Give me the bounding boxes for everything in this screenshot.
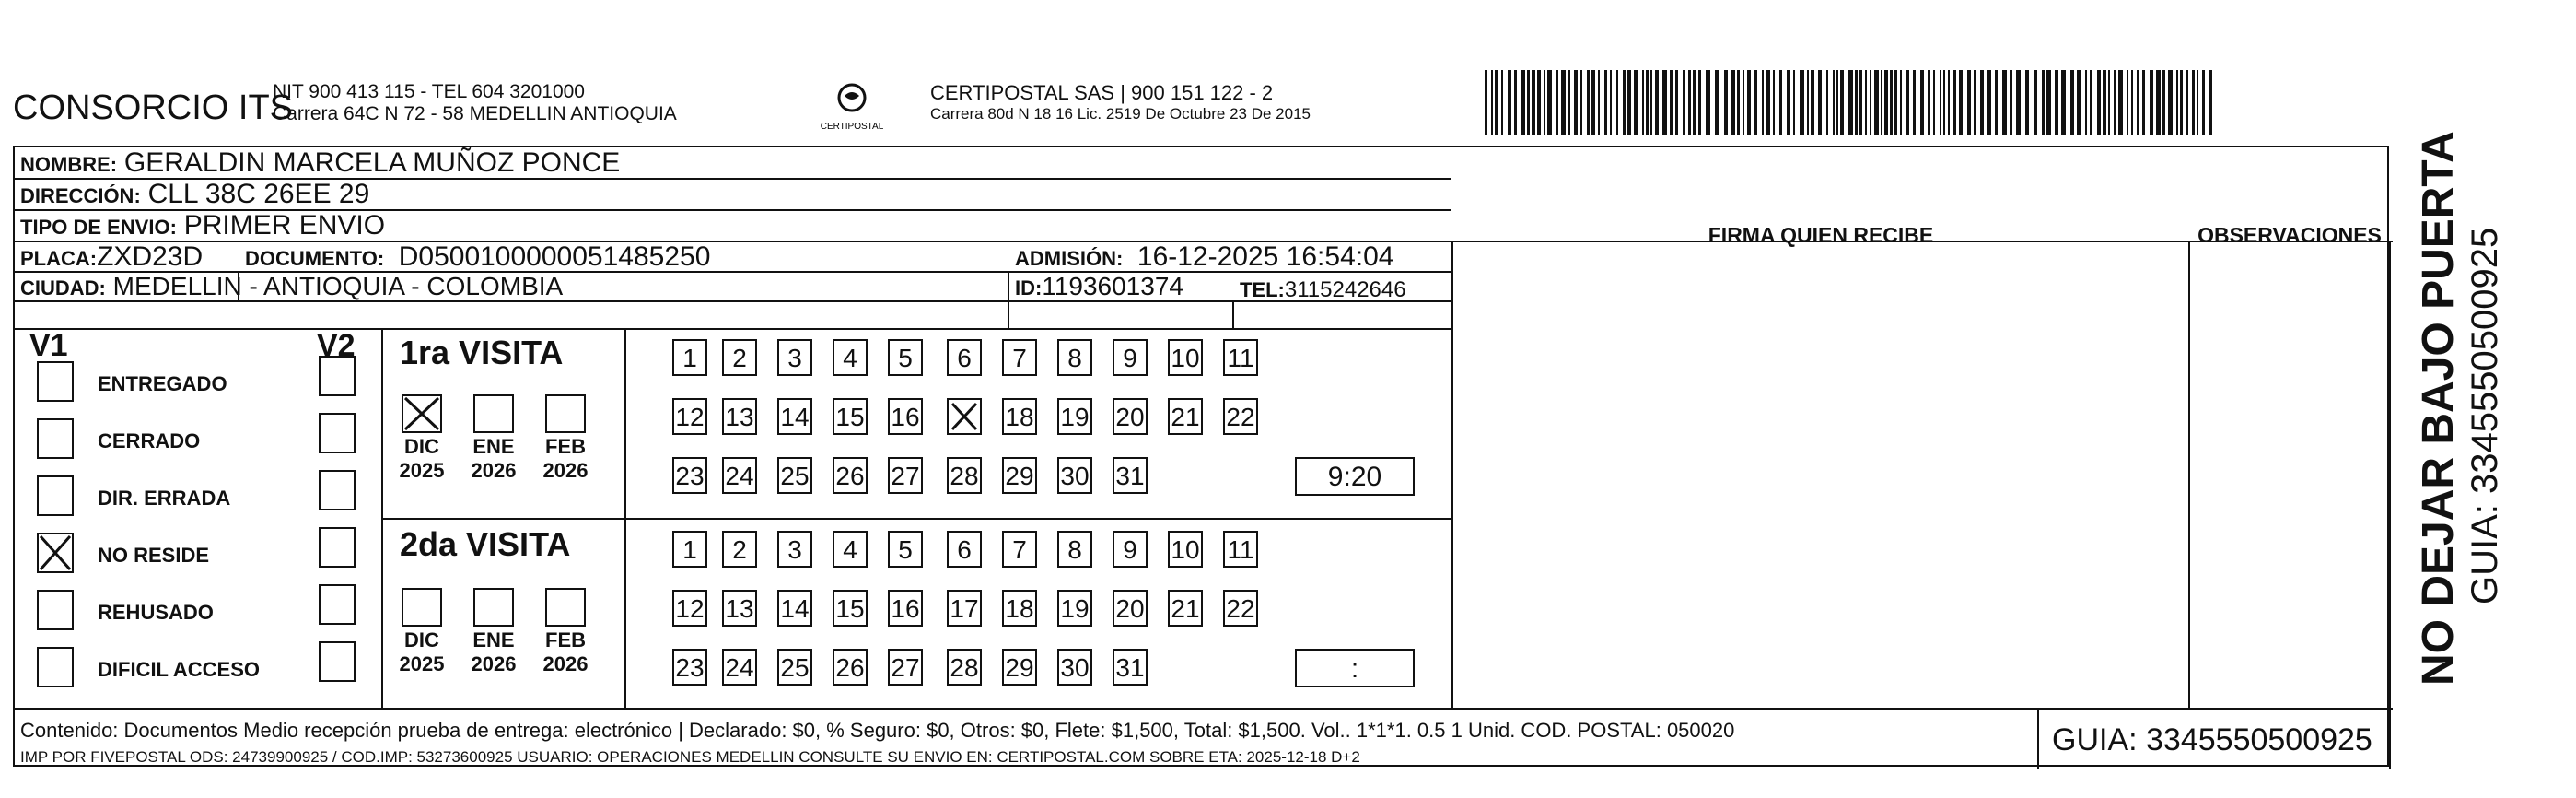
documento-label: DOCUMENTO: <box>245 247 385 270</box>
barcode-bar <box>1974 70 1976 135</box>
day-box[interactable]: 21 <box>1168 590 1203 627</box>
status-label: ENTREGADO <box>98 372 227 395</box>
barcode-bar <box>2077 70 2081 135</box>
month-name: DIC <box>404 435 439 458</box>
barcode-bar <box>1900 70 1902 135</box>
barcode-bar <box>1859 70 1862 135</box>
company-name: CONSORCIO ITS <box>13 88 294 127</box>
day-box[interactable]: 15 <box>833 398 868 435</box>
day-box[interactable]: 1 <box>672 339 707 376</box>
day-box[interactable]: 2 <box>722 531 757 568</box>
day-box[interactable]: 27 <box>888 457 923 494</box>
barcode-bar <box>2070 70 2074 135</box>
day-box[interactable]: 14 <box>777 590 812 627</box>
month-year: 2026 <box>471 459 517 482</box>
barcode-bar <box>1987 70 1991 135</box>
day-box[interactable]: 7 <box>1002 339 1037 376</box>
placa-value: ZXD23D <box>97 241 204 272</box>
barcode-bar <box>1724 70 1728 135</box>
no-dejar-bajo-puerta: NO DEJAR BAJO PUERTA <box>2414 131 2463 686</box>
day-box[interactable]: 14 <box>777 398 812 435</box>
barcode-bar <box>1556 70 1558 135</box>
month-label <box>394 435 449 483</box>
barcode-bar <box>2202 70 2205 135</box>
month-name: ENE <box>472 435 515 458</box>
barcode-bar <box>2127 70 2128 135</box>
nombre-label: NOMBRE: <box>20 153 118 176</box>
month-year: 2025 <box>399 459 445 482</box>
day-box[interactable]: 10 <box>1168 531 1203 568</box>
svg-text:CERTIPOSTAL: CERTIPOSTAL <box>820 122 884 132</box>
barcode-bar <box>1943 70 1945 135</box>
barcode-bar <box>2108 70 2110 135</box>
v1-checkbox[interactable] <box>37 647 74 687</box>
barcode-bar <box>2197 70 2198 135</box>
v1-checkbox[interactable] <box>37 590 74 630</box>
barcode-bar <box>2192 70 2195 135</box>
barcode-bar <box>1762 70 1764 135</box>
month-name: ENE <box>472 628 515 651</box>
tipo-envio-label: TIPO DE ENVIO: <box>20 216 177 239</box>
day-box[interactable]: 22 <box>1223 398 1258 435</box>
barcode-bar <box>1693 70 1696 135</box>
barcode-bar <box>1561 70 1566 135</box>
barcode-bar <box>1848 70 1853 135</box>
day-box[interactable]: 13 <box>722 398 757 435</box>
barcode-bar <box>2010 70 2012 135</box>
footer-guia: GUIA: 3345550500925 <box>2052 722 2372 757</box>
barcode-bar <box>1940 70 1941 135</box>
day-box[interactable]: 23 <box>672 649 707 686</box>
barcode-bar <box>1933 70 1935 135</box>
month-name: FEB <box>545 628 586 651</box>
barcode-bar <box>2025 70 2029 135</box>
status-label: DIR. ERRADA <box>98 487 231 510</box>
day-box[interactable]: 8 <box>1057 531 1092 568</box>
barcode-bar <box>2176 70 2178 135</box>
month-checkbox[interactable] <box>473 588 514 627</box>
barcode-bar <box>2118 70 2123 135</box>
v2-checkbox[interactable] <box>319 413 356 453</box>
time-box[interactable]: : <box>1295 649 1415 687</box>
month-checkbox[interactable] <box>402 588 442 627</box>
barcode-bar <box>1591 70 1595 135</box>
barcode-bar <box>1706 70 1710 135</box>
barcode-bar <box>1967 70 1971 135</box>
barcode-bar <box>1495 70 1498 135</box>
month-year: 2026 <box>542 652 589 675</box>
v1-header: V1 <box>29 328 68 363</box>
barcode-bar <box>1894 70 1897 135</box>
status-label: DIFICIL ACCESO <box>98 658 261 681</box>
v2-checkbox[interactable] <box>319 356 356 396</box>
barcode-bar <box>1580 70 1582 135</box>
day-box[interactable]: 25 <box>777 649 812 686</box>
barcode-bar <box>1836 70 1838 135</box>
day-box[interactable]: 16 <box>888 590 923 627</box>
day-box[interactable]: 21 <box>1168 398 1203 435</box>
barcode-bar <box>1884 70 1888 135</box>
barcode-bar <box>1906 70 1909 135</box>
day-box[interactable]: 30 <box>1057 649 1092 686</box>
status-label: CERRADO <box>98 429 201 452</box>
day-box[interactable]: 5 <box>888 339 923 376</box>
observaciones-header: OBSERVACIONES <box>2197 223 2382 247</box>
barcode-bar <box>2085 70 2087 135</box>
barcode-bar <box>1662 70 1667 135</box>
day-box[interactable]: 11 <box>1223 531 1258 568</box>
v2-checkbox[interactable] <box>319 584 356 625</box>
barcode-bar <box>1980 70 1984 135</box>
day-box[interactable]: 4 <box>833 339 868 376</box>
month-label <box>538 435 593 483</box>
day-box[interactable]: 13 <box>722 590 757 627</box>
barcode-bar <box>1826 70 1828 135</box>
placa-label: PLACA: <box>20 247 98 270</box>
v2-checkbox[interactable] <box>319 527 356 568</box>
barcode-bar <box>1833 70 1835 135</box>
certi-line1: CERTIPOSTAL SAS | 900 151 122 - 2 <box>930 81 1274 104</box>
day-box[interactable]: 20 <box>1113 590 1148 627</box>
firma-header: FIRMA QUIEN RECIBE <box>1708 223 1934 247</box>
barcode-bar <box>1642 70 1644 135</box>
barcode-bar <box>2090 70 2092 135</box>
barcode-bar <box>1995 70 1998 135</box>
day-box[interactable]: 19 <box>1057 590 1092 627</box>
day-box[interactable]: 20 <box>1113 398 1148 435</box>
tipo-envio-value: PRIMER ENVIO <box>183 210 386 241</box>
tel-label: TEL: <box>1240 278 1285 301</box>
barcode-bar <box>1920 70 1924 135</box>
barcode-bar <box>2046 70 2051 135</box>
barcode-bar <box>1959 70 1963 135</box>
day-box[interactable]: 26 <box>833 649 868 686</box>
barcode-bar <box>1840 70 1844 135</box>
day-box[interactable]: 18 <box>1002 590 1037 627</box>
barcode-bar <box>1747 70 1751 135</box>
v2-checkbox[interactable] <box>319 470 356 510</box>
id-value: 1193601374 <box>1042 272 1183 300</box>
barcode-bar <box>1547 70 1552 135</box>
day-box[interactable]: 28 <box>947 457 982 494</box>
day-box[interactable]: 3 <box>777 339 812 376</box>
check-x-icon <box>39 534 72 571</box>
day-box[interactable]: 16 <box>888 398 923 435</box>
month-year: 2026 <box>542 459 589 482</box>
barcode-bar <box>2097 70 2101 135</box>
barcode-bar <box>1616 70 1618 135</box>
barcode-bar <box>1683 70 1685 135</box>
day-box[interactable]: 24 <box>722 649 757 686</box>
barcode-bar <box>2162 70 2165 135</box>
barcode-bar <box>1818 70 1822 135</box>
first-visit-title: 1ra VISITA <box>400 334 564 371</box>
day-box[interactable]: 17 <box>947 590 982 627</box>
barcode-bar <box>1627 70 1631 135</box>
day-box[interactable]: 15 <box>833 590 868 627</box>
barcode-bar <box>1793 70 1795 135</box>
certipostal-info <box>930 81 1311 123</box>
day-box[interactable]: 27 <box>888 649 923 686</box>
address-line: Carrera 64C N 72 - 58 MEDELLIN ANTIOQUIA <box>273 103 677 124</box>
barcode-bar <box>2061 70 2066 135</box>
barcode-bar <box>2180 70 2183 135</box>
certipostal-logo <box>810 76 893 135</box>
barcode-bar <box>1787 70 1790 135</box>
admision-value: 16-12-2025 16:54:04 <box>1136 241 1394 272</box>
check-x-icon <box>403 396 440 431</box>
direccion-label: DIRECCIÓN: <box>20 184 141 207</box>
day-box[interactable]: 11 <box>1223 339 1258 376</box>
id-label: ID: <box>1015 276 1043 299</box>
barcode-bar <box>2168 70 2173 135</box>
day-box[interactable]: 12 <box>672 398 707 435</box>
day-box[interactable]: 4 <box>833 531 868 568</box>
barcode-bar <box>1646 70 1649 135</box>
direccion-value: CLL 38C 26EE 29 <box>147 179 370 209</box>
barcode-bar <box>1737 70 1740 135</box>
barcode-bar <box>2150 70 2153 135</box>
month-year: 2026 <box>471 652 517 675</box>
month-checkbox[interactable] <box>402 394 442 433</box>
day-box[interactable]: 8 <box>1057 339 1092 376</box>
day-box[interactable]: 5 <box>888 531 923 568</box>
day-box[interactable]: 19 <box>1057 398 1092 435</box>
barcode-bar <box>1688 70 1691 135</box>
barcode-bar <box>1634 70 1638 135</box>
barcode-bar <box>1855 70 1858 135</box>
barcode-bar <box>1811 70 1814 135</box>
barcode-bar <box>1537 70 1541 135</box>
day-box[interactable]: 26 <box>833 457 868 494</box>
day-box[interactable]: 31 <box>1113 457 1148 494</box>
footer-imp: IMP POR FIVEPOSTAL ODS: 24739900925 / COD.IMP: 53273600925 USUARIO: OPERACIONES MEDELLIN CONSULTE SU ENVIO EN: CERTIPOSTAL.COM SOBRE ETA: 2025-12-18 D+2 <box>20 748 1360 766</box>
barcode-bar <box>2137 70 2139 135</box>
day-box[interactable]: 29 <box>1002 457 1037 494</box>
barcode-bar <box>1865 70 1867 135</box>
second-visit-title: 2da VISITA <box>400 525 571 563</box>
v1-checkbox[interactable] <box>37 418 74 459</box>
day-box[interactable]: 6 <box>947 339 982 376</box>
v1-checkbox[interactable] <box>37 533 74 573</box>
month-label <box>466 628 521 676</box>
barcode-bar <box>1491 70 1493 135</box>
v1-checkbox[interactable] <box>37 361 74 402</box>
check-x-icon <box>949 400 980 433</box>
day-box[interactable]: 10 <box>1168 339 1203 376</box>
barcode-bar <box>1610 70 1612 135</box>
day-box[interactable]: 25 <box>777 457 812 494</box>
day-box[interactable] <box>947 398 982 435</box>
month-label <box>538 628 593 676</box>
ciudad-label: CIUDAD: <box>20 276 106 299</box>
certi-line2: Carrera 80d N 18 16 Lic. 2519 De Octubre 23 De 2015 <box>930 105 1311 123</box>
day-box[interactable]: 6 <box>947 531 982 568</box>
month-label <box>394 628 449 676</box>
barcode-bar <box>1574 70 1578 135</box>
barcode-bar <box>1870 70 1871 135</box>
v2-header: V2 <box>317 328 356 363</box>
company-info <box>273 81 677 125</box>
day-box[interactable]: 30 <box>1057 457 1092 494</box>
barcode-bar <box>2016 70 2021 135</box>
barcode-bar <box>2186 70 2188 135</box>
barcode-bar <box>1485 70 1487 135</box>
barcode-bar <box>1623 70 1626 135</box>
barcode-bar <box>1587 70 1590 135</box>
barcode-bar <box>1754 70 1757 135</box>
barcode-bar <box>1508 70 1511 135</box>
day-box[interactable]: 7 <box>1002 531 1037 568</box>
barcode-bar <box>1670 70 1673 135</box>
nombre-value: GERALDIN MARCELA MUÑOZ PONCE <box>123 147 621 178</box>
barcode-bar <box>1655 70 1659 135</box>
barcode-bar <box>1779 70 1782 135</box>
barcode-bar <box>1773 70 1775 135</box>
barcode-bar <box>1698 70 1701 135</box>
tel-value: 3115242646 <box>1284 277 1406 302</box>
barcode-bar <box>2034 70 2037 135</box>
barcode-bar <box>1890 70 1893 135</box>
day-box[interactable]: 2 <box>722 339 757 376</box>
month-checkbox[interactable] <box>545 394 586 433</box>
barcode-bar <box>1928 70 1930 135</box>
side-guia: GUIA: 3345550500925 <box>2465 227 2505 604</box>
month-name: DIC <box>404 628 439 651</box>
status-label: NO RESIDE <box>98 544 210 567</box>
barcode-bar <box>1521 70 1525 135</box>
barcode-bar <box>2002 70 2007 135</box>
month-year: 2025 <box>399 652 445 675</box>
day-box[interactable]: 18 <box>1002 398 1037 435</box>
barcode-bar <box>1568 70 1570 135</box>
barcode-bar <box>1501 70 1503 135</box>
barcode-bar <box>1948 70 1950 135</box>
barcode-bar <box>1881 70 1882 135</box>
barcode-bar <box>1544 70 1545 135</box>
ciudad-value: MEDELLIN - ANTIOQUIA - COLOMBIA <box>112 272 564 300</box>
barcode-bar <box>1675 70 1678 135</box>
barcode-bar <box>2142 70 2145 135</box>
documento-value: D0500100000051485250 <box>398 241 711 272</box>
barcode-bar <box>1650 70 1652 135</box>
barcode-bar <box>2042 70 2045 135</box>
barcode-bar <box>1743 70 1744 135</box>
day-box[interactable]: 22 <box>1223 590 1258 627</box>
barcode-bar <box>1604 70 1607 135</box>
barcode-bar <box>2131 70 2133 135</box>
day-box[interactable]: 12 <box>672 590 707 627</box>
barcode-bar <box>2103 70 2106 135</box>
barcode-bar <box>1527 70 1530 135</box>
barcode-bar <box>2055 70 2058 135</box>
barcode-bar <box>1731 70 1735 135</box>
day-box[interactable]: 31 <box>1113 649 1148 686</box>
day-box[interactable]: 24 <box>722 457 757 494</box>
day-box[interactable]: 9 <box>1113 531 1148 568</box>
barcode-bar <box>2114 70 2116 135</box>
month-checkbox[interactable] <box>473 394 514 433</box>
day-box[interactable]: 9 <box>1113 339 1148 376</box>
month-name: FEB <box>545 435 586 458</box>
barcode-bar <box>1715 70 1719 135</box>
day-box[interactable]: 1 <box>672 531 707 568</box>
admision-label: ADMISIÓN: <box>1015 247 1124 270</box>
barcode-bar <box>1532 70 1535 135</box>
v1-checkbox[interactable] <box>37 475 74 516</box>
barcode <box>1485 70 2212 135</box>
barcode-bar <box>1800 70 1804 135</box>
barcode-bar <box>1874 70 1879 135</box>
day-box[interactable]: 28 <box>947 649 982 686</box>
barcode-bar <box>1514 70 1517 135</box>
barcode-bar <box>1807 70 1809 135</box>
status-label: REHUSADO <box>98 601 214 624</box>
month-checkbox[interactable] <box>545 588 586 627</box>
nit-line: NIT 900 413 115 - TEL 604 3201000 <box>273 81 585 102</box>
barcode-bar <box>1598 70 1600 135</box>
footer-content: Contenido: Documentos Medio recepción prueba de entrega: electrónico | Declarado: $0, % Seguro: $0, Otros: $0, Flete: $1,500, Total: $1,500. Vol.. 1*1*1. 0.5 1 Unid. COD. POSTAL: 050020 <box>20 719 1735 742</box>
barcode-bar <box>2209 70 2212 135</box>
barcode-bar <box>1953 70 1956 135</box>
barcode-bar <box>1913 70 1916 135</box>
month-label <box>466 435 521 483</box>
barcode-bar <box>1766 70 1770 135</box>
guide-form <box>13 146 2389 767</box>
barcode-bar <box>2156 70 2161 135</box>
day-box[interactable]: 29 <box>1002 649 1037 686</box>
day-box[interactable]: 23 <box>672 457 707 494</box>
v2-checkbox[interactable] <box>319 641 356 682</box>
day-box[interactable]: 3 <box>777 531 812 568</box>
time-box[interactable]: 9:20 <box>1295 457 1415 496</box>
